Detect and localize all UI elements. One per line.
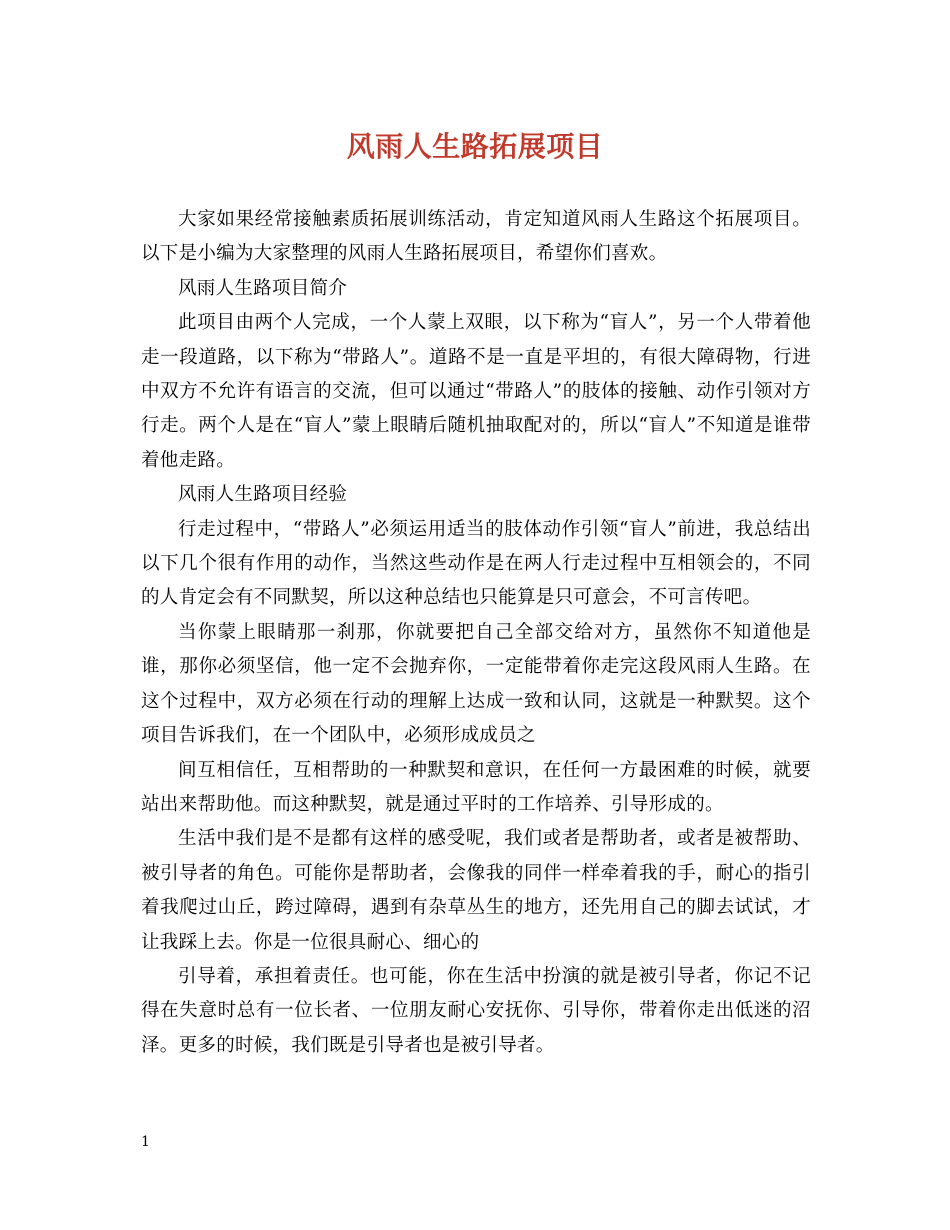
- heading-project-experience: 风雨人生路项目经验: [178, 484, 348, 506]
- paragraph-intro: 大家如果经常接触素质拓展训练活动，肯定知道风雨人生路这个拓展项目。以下是小编为大家整理的风雨人生路拓展项目，希望你们喜欢。: [141, 209, 811, 265]
- document-body: [141, 203, 811, 1063]
- paragraph-guide-and-guided: 引导着，承担着责任。也可能，你在生活中扮演的就是被引导者，你记不记得在失意时总有一位长者、一位朋友耐心安抚你、引导你，带着你走出低迷的沼泽。更多的时候，我们既是引导者也是被引导者。: [141, 965, 811, 1056]
- paragraph-life-roles: 生活中我们是不是都有这样的感受呢，我们或者是帮助者，或者是被帮助、被引导者的角色。可能你是帮助者，会像我的同伴一样牵着我的手，耐心的指引着我爬过山丘，跨过障碍，遇到有杂草丛生的地方，还先用自己的脚去试试，才让我踩上去。你是一位很具耐心、细心的: [141, 828, 811, 953]
- paragraph-walking-process: 行走过程中，“带路人”必须运用适当的肢体动作引领“盲人”前进，我总结出以下几个很有作用的动作，当然这些动作是在两人行走过程中互相领会的，不同的人肯定会有不同默契，所以这种总结也只能算是只可意会，不可言传吧。: [141, 518, 811, 609]
- paragraph-mutual-help: 间互相信任，互相帮助的一种默契和意识，在任何一方最困难的时候，就要站出来帮助他。而这种默契，就是通过平时的工作培养、引导形成的。: [141, 759, 811, 815]
- paragraph-project-description: 此项目由两个人完成，一个人蒙上双眼，以下称为“盲人”，另一个人带着他走一段道路，以下称为“带路人”。道路不是一直是平坦的，有很大障碍物，行进中双方不允许有语言的交流，但可以通过“带路人”的肢体的接触、动作引领对方行走。两个人是在“盲人”蒙上眼睛后随机抽取配对的，所以“盲人”不知道是谁带着他走路。: [141, 312, 811, 471]
- page-number: 1: [141, 1134, 150, 1150]
- paragraph-trust: 当你蒙上眼睛那一刹那，你就要把自己全部交给对方，虽然你不知道他是谁，那你必须坚信，他一定不会抛弃你，一定能带着你走完这段风雨人生路。在这个过程中，双方必须在行动的理解上达成一致和认同，这就是一种默契。这个项目告诉我们，在一个团队中，必须形成成员之: [141, 621, 811, 747]
- document-title: 风雨人生路拓展项目: [346, 130, 604, 163]
- heading-project-intro: 风雨人生路项目简介: [178, 277, 348, 299]
